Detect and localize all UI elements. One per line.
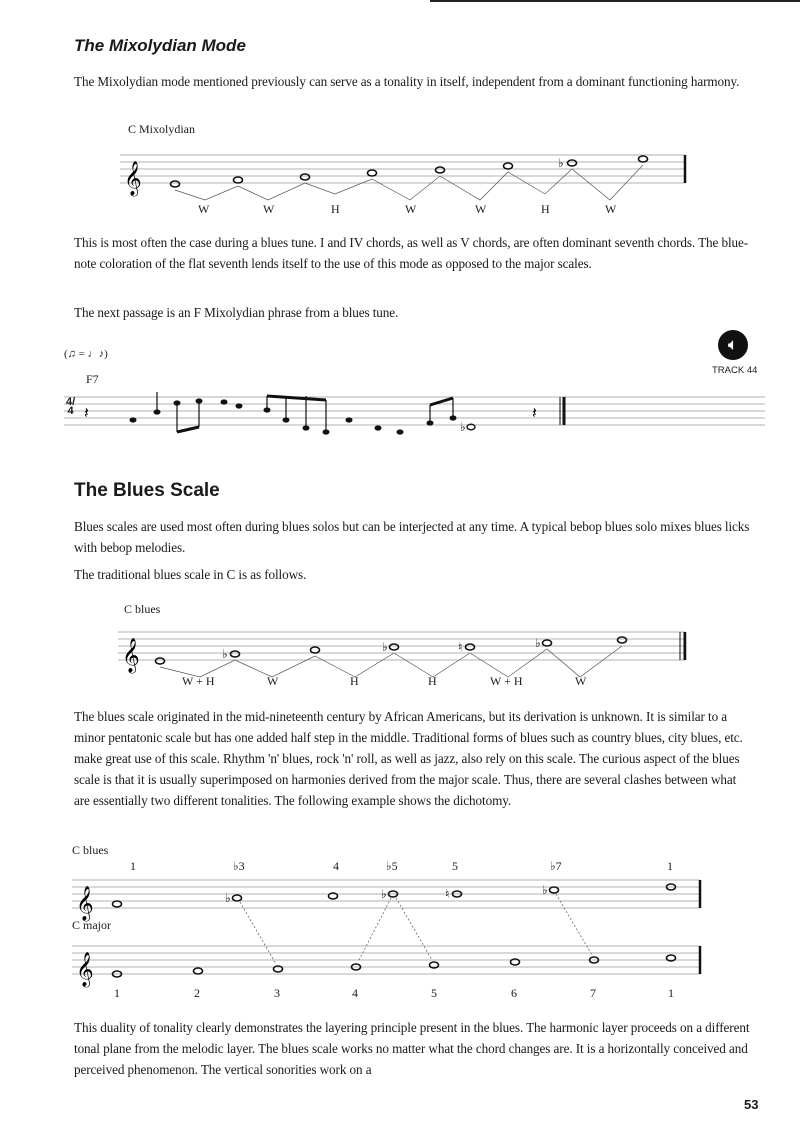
step-label: H	[428, 674, 437, 688]
treble-clef-icon: 𝄞	[76, 886, 94, 921]
step-label: W	[405, 202, 417, 216]
degree-label: 4	[352, 986, 358, 1000]
svg-text:𝄽: 𝄽	[84, 405, 89, 422]
step-label: W + H	[182, 674, 215, 688]
speaker-icon: 🔈︎	[718, 330, 748, 360]
treble-clef-icon: 𝄞	[124, 161, 142, 196]
chord-symbol: F7	[86, 372, 99, 386]
paragraph: The next passage is an F Mixolydian phrase from a blues tune.	[74, 305, 399, 320]
paragraph: This duality of tonality clearly demonstrates the layering principle present in the blues. The harmonic layer proceeds on a different tonal plane from the melodic layer. The blues scale works no matter what the chord changes are. It is a horizontally conceived and perceived phenomenon. The vertical sonorities work on a	[74, 1020, 750, 1077]
degree-label: 4	[333, 859, 339, 873]
step-label: W	[267, 674, 279, 688]
example-title: C Mixolydian	[128, 122, 196, 136]
staff-label: C blues	[72, 843, 109, 857]
step-label: W	[198, 202, 210, 216]
swing-marking: (♫ = ♩♪)	[64, 348, 108, 360]
mixolydian-notes	[171, 156, 648, 187]
degree-label: 5	[431, 986, 437, 1000]
treble-clef-icon: 𝄞	[122, 638, 140, 673]
paragraph: Blues scales are used most often during blues solos but can be interjected at any time. A typical bebop blues solo mixes blues licks with bebop melodies.	[74, 519, 750, 555]
degree-label: 3	[274, 986, 280, 1000]
svg-text:♮: ♮	[458, 640, 463, 654]
degree-label: 2	[194, 986, 200, 1000]
paragraph: This is most often the case during a blues tune. I and IV chords, as well as V chords, are often dominant seventh chords. The blue-note coloration of the flat seventh lends itself to the use of this mode as opposed to the major scales.	[74, 235, 749, 271]
time-signature: 4/4	[66, 396, 76, 417]
step-label: H	[350, 674, 359, 688]
step-label: W	[475, 202, 487, 216]
svg-text:♭: ♭	[382, 640, 388, 654]
svg-text:𝄽: 𝄽	[532, 405, 537, 422]
step-label: H	[541, 202, 550, 216]
degree-label: 1	[114, 986, 120, 1000]
example-title: C blues	[124, 602, 161, 616]
svg-text:♭: ♭	[460, 420, 466, 434]
step-label: W + H	[490, 674, 523, 688]
degree-label: ♭5	[386, 859, 398, 873]
paragraph: The Mixolydian mode mentioned previously can serve as a tonality in itself, independent from a dominant functioning harmony.	[74, 74, 740, 89]
degree-label: 6	[511, 986, 517, 1000]
svg-text:♭: ♭	[558, 156, 564, 170]
step-label: W	[575, 674, 587, 688]
treble-clef-icon: 𝄞	[76, 952, 94, 987]
step-label: H	[331, 202, 340, 216]
svg-text:♭: ♭	[381, 887, 387, 901]
degree-label: 1	[668, 986, 674, 1000]
step-label: W	[605, 202, 617, 216]
degree-label: 5	[452, 859, 458, 873]
section-heading-blues: The Blues Scale	[74, 480, 220, 501]
svg-text:♭: ♭	[225, 891, 231, 905]
page-number: 53	[744, 1097, 759, 1112]
staff-label: C major	[72, 918, 111, 932]
track-label: TRACK 44	[712, 365, 758, 376]
degree-label: 1	[130, 859, 136, 873]
degree-label: 1	[667, 859, 673, 873]
degree-label: ♭7	[550, 859, 562, 873]
step-label: W	[263, 202, 275, 216]
paragraph: The traditional blues scale in C is as follows.	[74, 567, 307, 582]
svg-text:♭: ♭	[542, 883, 548, 897]
svg-text:♭: ♭	[222, 647, 228, 661]
degree-label: ♭3	[233, 859, 245, 873]
degree-label: 7	[590, 986, 596, 1000]
paragraph: The blues scale originated in the mid-nineteenth century by African Americans, but its derivation is unknown. It is similar to a minor pentatonic scale but has one added half step in the middle. Traditional forms of blues such as country blues, city blues, etc. make great use of this scale. Rhythm 'n' blues, rock 'n' roll, as well as jazz, also rely on this scale. The curious aspect of the blues scale is that it is usually superimposed on harmonies derived from the major scale. Thus, there are several clashes between what are essentially two different tonalities. The following example shows the dichotomy.	[74, 709, 743, 808]
svg-text:♭: ♭	[535, 636, 541, 650]
section-heading-mixolydian: The Mixolydian Mode	[74, 36, 246, 55]
svg-text:♮: ♮	[445, 887, 450, 901]
